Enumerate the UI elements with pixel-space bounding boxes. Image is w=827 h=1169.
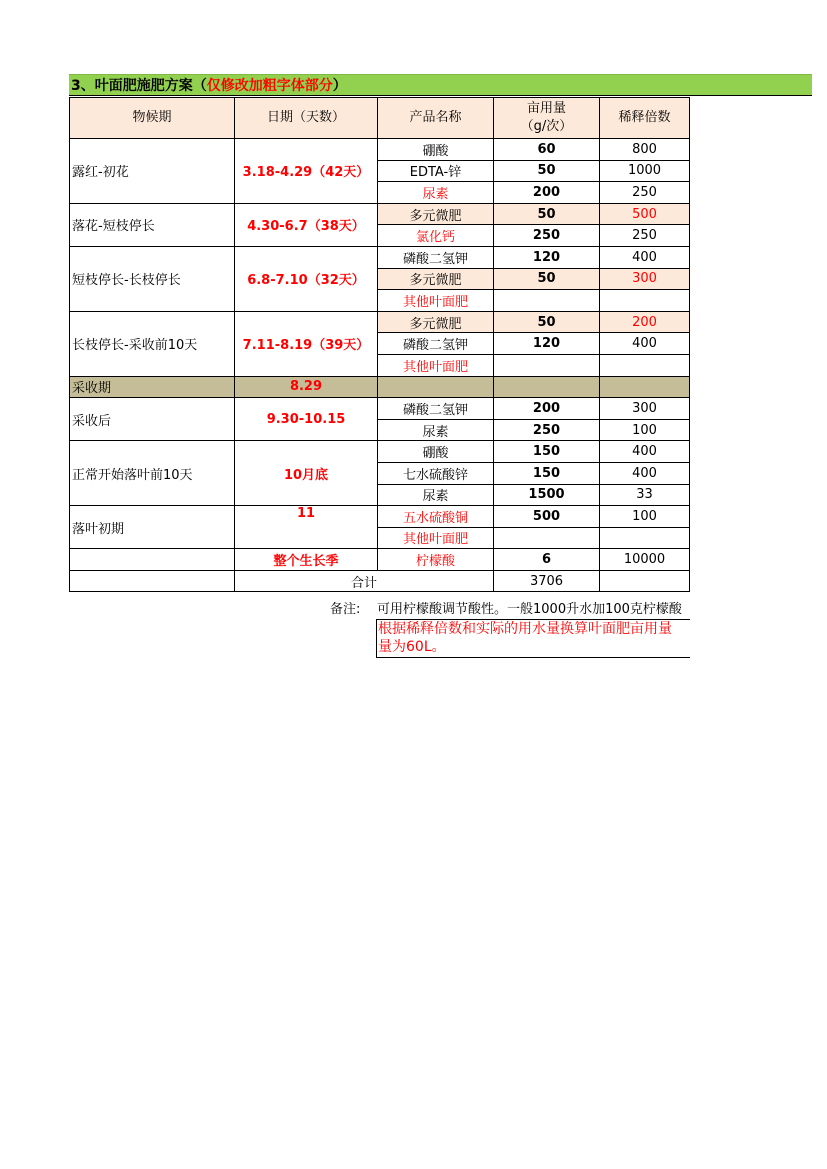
date-cell[interactable]: 整个生长季: [235, 549, 378, 571]
notes-red-line1: 根据稀释倍数和实际的用水量换算叶面肥亩用量: [378, 621, 672, 637]
dosage-cell[interactable]: [494, 527, 600, 549]
dilution-cell[interactable]: 100: [600, 506, 690, 528]
dilution-cell[interactable]: 200: [600, 311, 690, 333]
dosage-cell[interactable]: [494, 376, 600, 398]
dosage-cell[interactable]: 250: [494, 225, 600, 247]
notes-red-line2: 量为60L。: [378, 639, 446, 655]
product-cell[interactable]: 五水硫酸铜: [378, 506, 494, 528]
product-cell[interactable]: 硼酸: [378, 441, 494, 463]
title-highlight: 仅修改加粗字体部分: [206, 78, 333, 94]
dosage-cell[interactable]: 50: [494, 160, 600, 182]
product-cell[interactable]: 尿素: [378, 484, 494, 506]
product-cell[interactable]: 其他叶面肥: [378, 354, 494, 376]
table-row: [70, 246, 690, 268]
phenology-cell[interactable]: 正常开始落叶前10天: [70, 441, 235, 506]
notes-red-box: [376, 619, 690, 658]
dosage-cell[interactable]: 120: [494, 333, 600, 355]
header-dosage-line1: 亩用量: [526, 101, 566, 116]
total-label[interactable]: 合计: [235, 570, 494, 592]
dosage-cell[interactable]: 250: [494, 419, 600, 441]
header-product: 产品名称: [378, 98, 494, 139]
product-cell[interactable]: [378, 376, 494, 398]
dilution-cell[interactable]: 400: [600, 246, 690, 268]
phenology-cell[interactable]: 采收后: [70, 398, 235, 441]
phenology-cell[interactable]: 短枝停长-长枝停长: [70, 246, 235, 311]
dosage-cell[interactable]: 50: [494, 311, 600, 333]
header-dosage-line2: （g/次）: [520, 119, 573, 134]
header-phenology: 物候期: [70, 98, 235, 139]
dosage-cell[interactable]: [494, 290, 600, 312]
table-row: [70, 398, 690, 420]
total-empty-cell[interactable]: [600, 570, 690, 592]
product-cell[interactable]: 其他叶面肥: [378, 527, 494, 549]
dosage-cell[interactable]: 500: [494, 506, 600, 528]
header-date: 日期（天数）: [235, 98, 378, 139]
dilution-cell[interactable]: 33: [600, 484, 690, 506]
dilution-cell[interactable]: 100: [600, 419, 690, 441]
total-row: [70, 570, 690, 592]
date-cell[interactable]: 3.18-4.29（42天）: [235, 139, 378, 204]
dosage-cell[interactable]: 50: [494, 203, 600, 225]
dilution-cell[interactable]: 1000: [600, 160, 690, 182]
date-cell[interactable]: 8.29: [235, 376, 378, 398]
dosage-cell[interactable]: 1500: [494, 484, 600, 506]
phenology-cell[interactable]: 露红-初花: [70, 139, 235, 204]
notes-line1: 可用柠檬酸调节酸性。一般1000升水加100克柠檬酸: [377, 602, 682, 617]
header-row: [70, 98, 690, 139]
dilution-cell[interactable]: [600, 290, 690, 312]
product-cell[interactable]: 氯化钙: [378, 225, 494, 247]
date-cell[interactable]: 11: [235, 506, 378, 549]
dosage-cell[interactable]: 150: [494, 441, 600, 463]
table-row: [70, 311, 690, 333]
date-cell[interactable]: 7.11-8.19（39天）: [235, 311, 378, 376]
phenology-cell[interactable]: [70, 549, 235, 571]
notes-label: 备注:: [330, 602, 361, 617]
header-dosage: [494, 98, 600, 139]
dilution-cell[interactable]: 400: [600, 333, 690, 355]
table-row: [70, 441, 690, 463]
table-row: [70, 549, 690, 571]
product-cell[interactable]: 多元微肥: [378, 203, 494, 225]
phenology-cell[interactable]: 采收期: [70, 376, 235, 398]
phenology-cell[interactable]: 落花-短枝停长: [70, 203, 235, 246]
dosage-cell[interactable]: 200: [494, 182, 600, 204]
product-cell[interactable]: 尿素: [378, 182, 494, 204]
title-suffix: ）: [332, 78, 347, 94]
table-row: [70, 376, 690, 398]
dosage-cell[interactable]: [494, 354, 600, 376]
table-row: [70, 139, 690, 161]
dilution-cell[interactable]: [600, 376, 690, 398]
dosage-cell[interactable]: 60: [494, 139, 600, 161]
product-cell[interactable]: 磷酸二氢钾: [378, 333, 494, 355]
dilution-cell[interactable]: [600, 527, 690, 549]
dilution-cell[interactable]: 500: [600, 203, 690, 225]
foliar-fertilizer-table: [69, 97, 690, 592]
phenology-cell[interactable]: 落叶初期: [70, 506, 235, 549]
product-cell[interactable]: 多元微肥: [378, 311, 494, 333]
table-row: [70, 506, 690, 528]
total-empty-cell[interactable]: [70, 570, 235, 592]
product-cell[interactable]: 其他叶面肥: [378, 290, 494, 312]
product-cell[interactable]: 尿素: [378, 419, 494, 441]
dosage-cell[interactable]: 150: [494, 462, 600, 484]
product-cell[interactable]: 磷酸二氢钾: [378, 398, 494, 420]
product-cell[interactable]: EDTA-锌: [378, 160, 494, 182]
dilution-cell[interactable]: 300: [600, 398, 690, 420]
product-cell[interactable]: 磷酸二氢钾: [378, 246, 494, 268]
table-row: [70, 203, 690, 225]
phenology-cell[interactable]: 长枝停长-采收前10天: [70, 311, 235, 376]
dosage-cell[interactable]: 50: [494, 268, 600, 290]
dilution-cell[interactable]: 400: [600, 462, 690, 484]
header-dilution: 稀释倍数: [600, 98, 690, 139]
dilution-cell[interactable]: 250: [600, 182, 690, 204]
dosage-cell[interactable]: 200: [494, 398, 600, 420]
section-title: [69, 74, 812, 96]
dilution-cell[interactable]: 300: [600, 268, 690, 290]
product-cell[interactable]: 柠檬酸: [378, 549, 494, 571]
dilution-cell[interactable]: 10000: [600, 549, 690, 571]
date-cell[interactable]: 6.8-7.10（32天）: [235, 246, 378, 311]
dosage-cell[interactable]: 6: [494, 549, 600, 571]
date-cell[interactable]: 9.30-10.15: [235, 398, 378, 441]
title-prefix: 3、叶面肥施肥方案（: [71, 78, 207, 94]
date-cell[interactable]: 4.30-6.7（38天）: [235, 203, 378, 246]
dilution-cell[interactable]: 400: [600, 441, 690, 463]
dilution-cell[interactable]: [600, 354, 690, 376]
total-value[interactable]: 3706: [494, 570, 600, 592]
product-cell[interactable]: 多元微肥: [378, 268, 494, 290]
dilution-cell[interactable]: 250: [600, 225, 690, 247]
dilution-cell[interactable]: 800: [600, 139, 690, 161]
dosage-cell[interactable]: 120: [494, 246, 600, 268]
product-cell[interactable]: 七水硫酸锌: [378, 462, 494, 484]
date-cell[interactable]: 10月底: [235, 441, 378, 506]
product-cell[interactable]: 硼酸: [378, 139, 494, 161]
